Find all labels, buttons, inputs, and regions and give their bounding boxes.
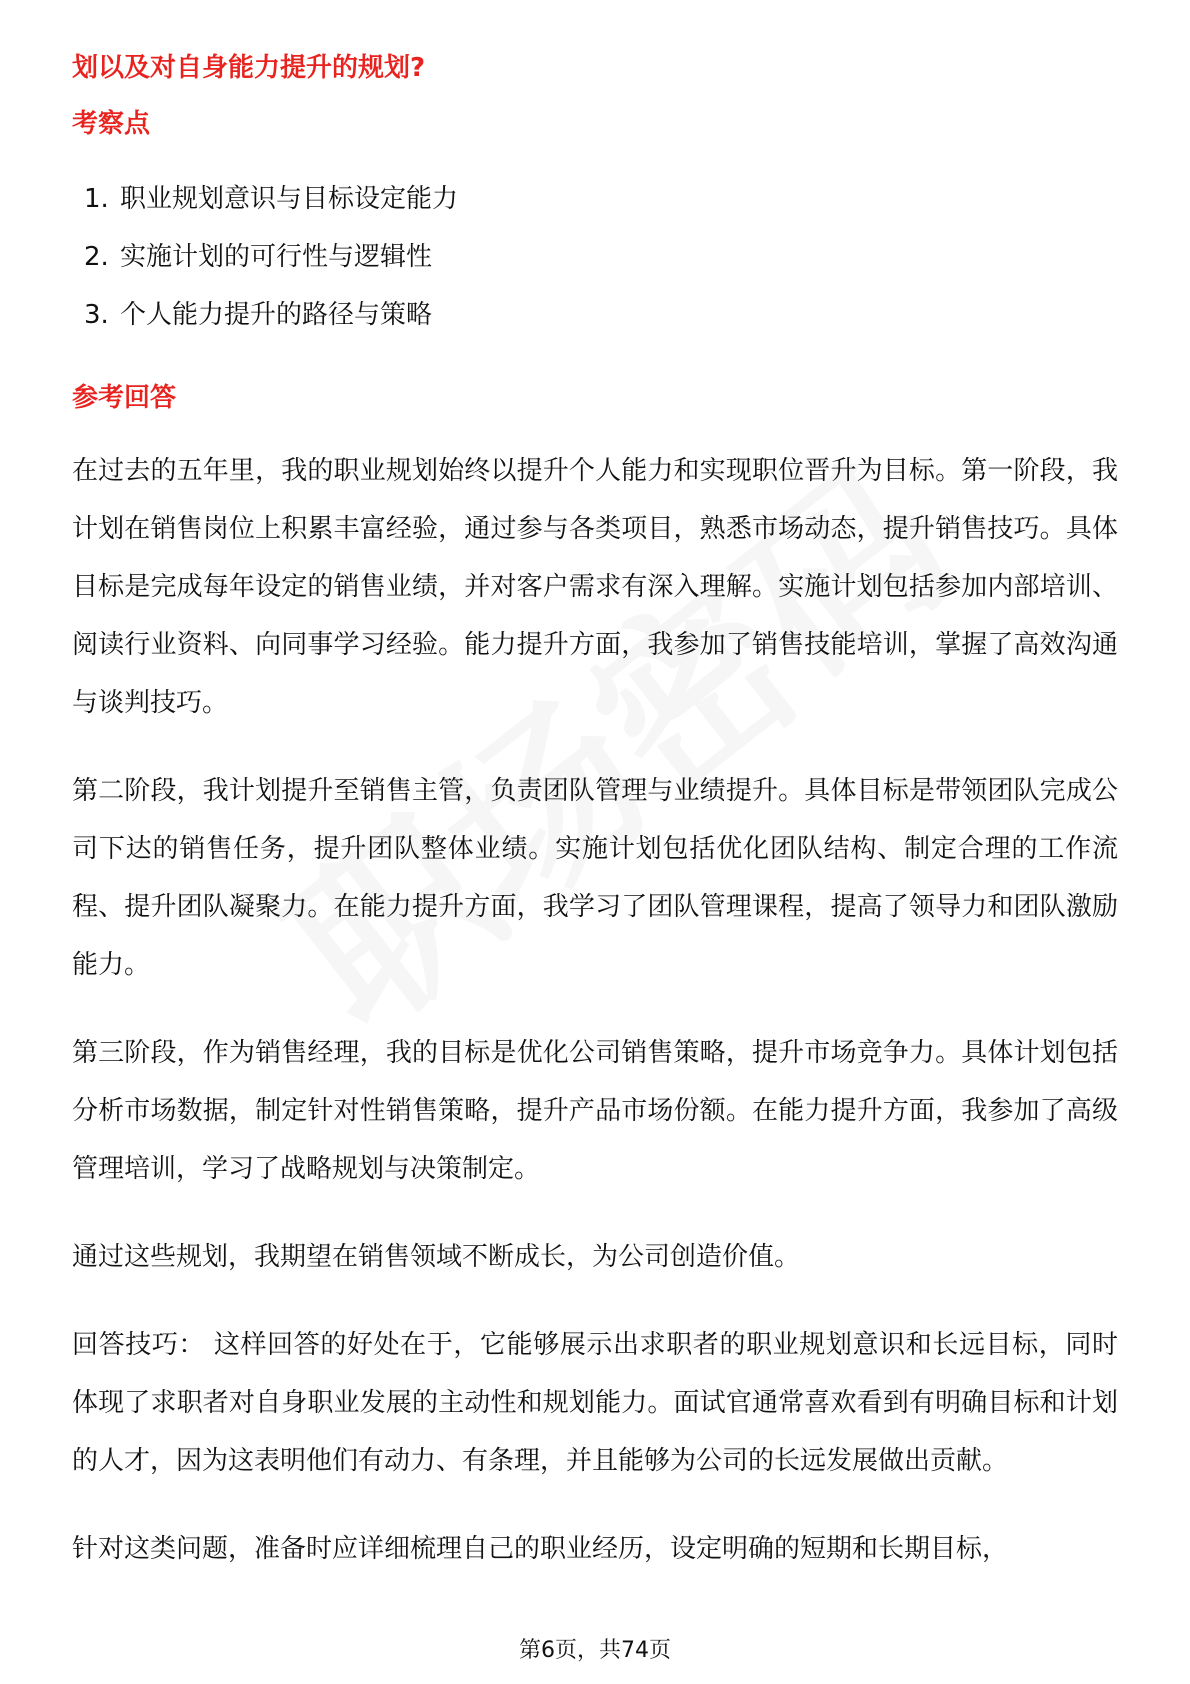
page-number-footer: 第6页，共74页 [519, 1638, 671, 1663]
list-item-text: 职业规划意识与目标设定能力 [120, 184, 459, 214]
answer-title: 参考回答 [72, 383, 177, 413]
paragraph-stage-three: 第三阶段，作为销售经理，我的目标是优化公司销售策略，提升市场竞争力。具体计划包括分析市场数据，制定针对性销售策略，提升产品市场份额。在能力提升方面，我参加了高级管理培训，学习了战略规划与决策制定。 [72, 1038, 1118, 1184]
paragraph-stage-one: 在过去的五年里，我的职业规划始终以提升个人能力和实现职位晋升为目标。第一阶段，我计划在销售岗位上积累丰富经验，通过参与各类项目，熟悉市场动态，提升销售技巧。具体目标是完成每年设定的销售业绩，并对客户需求有深入理解。实施计划包括参加内部培训、阅读行业资料、向同事学习经验。能力提升方面，我参加了销售技能培训，掌握了高效沟通与谈判技巧。 [72, 456, 1118, 718]
list-item-text: 个人能力提升的路径与策略 [120, 300, 433, 330]
list-item [72, 170, 1118, 228]
paragraph-stage-two: 第二阶段，我计划提升至销售主管，负责团队管理与业绩提升。具体目标是带领团队完成公司下达的销售任务，提升团队整体业绩。实施计划包括优化团队结构、制定合理的工作流程、提升团队凝聚力。在能力提升方面，我学习了团队管理课程，提高了领导力和团队激励能力。 [72, 776, 1118, 980]
list-item-text: 实施计划的可行性与逻辑性 [120, 242, 433, 272]
paragraph-tips: 回答技巧： 这样回答的好处在于，它能够展示出求职者的职业规划意识和长远目标，同时体现了求职者对自身职业发展的主动性和规划能力。面试官通常喜欢看到有明确目标和计划的人才，因为这表明他们有动力、有条理，并且能够为公司的长远发展做出贡献。 [72, 1330, 1118, 1476]
paragraph-preparation: 针对这类问题，准备时应详细梳理自己的职业经历，设定明确的短期和长期目标， [72, 1534, 1009, 1564]
list-item [72, 286, 1118, 344]
paragraph-summary: 通过这些规划，我期望在销售领域不断成长，为公司创造价值。 [72, 1242, 801, 1272]
question-tail: 划以及对自身能力提升的规划? [72, 53, 426, 83]
list-item [72, 228, 1118, 286]
points-title: 考察点 [72, 109, 151, 139]
list-item-number: 3. [84, 300, 109, 330]
list-item-number: 1. [84, 184, 109, 214]
page-content [72, 50, 1118, 1608]
list-item-number: 2. [84, 242, 109, 272]
points-list [72, 170, 1118, 344]
